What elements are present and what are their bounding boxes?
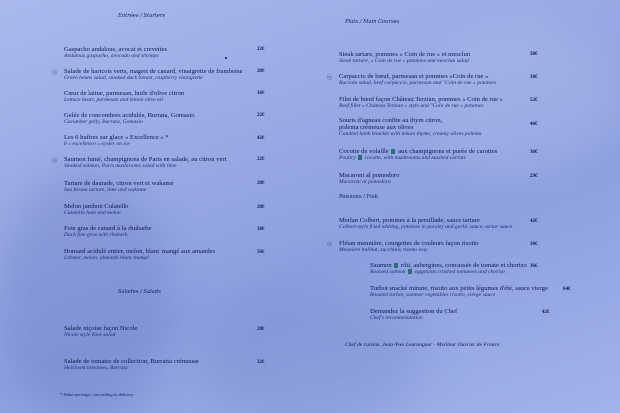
menu-item: Macaroni al pomodoro Macaroni al pomodoro xyxy=(339,172,400,185)
item-price: 38€ xyxy=(530,75,538,80)
redaction-mark xyxy=(394,263,398,268)
menu-item: Melon jambon Culatello Culatello ham and melon xyxy=(64,203,129,216)
badge-icon: ⓩ xyxy=(52,70,58,76)
menu-item: Salade niçoise façon Nicole Nicole style Nice salad xyxy=(64,325,138,338)
item-price: 28€ xyxy=(257,69,265,74)
menu-item: Cœur de laitue, parmesan, huile d'olive citron Lettuce heart, parmesan and lemon olive oil xyxy=(64,90,185,103)
mains-heading: Plats / Main Courses xyxy=(345,19,400,25)
menu-item: Saumon rôti, aubergines, concassée de tomate et chorizo Roasted salmon eggplants crushed tomatoes and chorizo xyxy=(370,262,527,275)
menu-item: Foie gras de canard à la rhubarbe Duck foie gras with rhubarb xyxy=(64,225,152,238)
item-price: 16€ xyxy=(257,91,265,96)
footnote: * Selon arrivage / according to delivery xyxy=(60,392,134,397)
menu-item: Demandez la suggestion du Chef Chef's recommendation xyxy=(370,308,458,321)
redaction-mark xyxy=(408,269,412,274)
item-price: 46€ xyxy=(530,122,538,127)
item-price: 28€ xyxy=(257,181,265,186)
menu-item: Salade de tomates de collection, Burratta crémeuse Heirloom tomatoes, Burrata xyxy=(64,358,199,371)
item-price: 38€ xyxy=(257,227,265,232)
badge-icon: ⓩ xyxy=(52,158,58,164)
item-price: 38€ xyxy=(530,52,538,57)
salads-heading: Salades / Salads xyxy=(118,289,161,295)
menu-item: Flétan meunière, courgettes de couleurs façon risotto Meunière halibut, zucchinis risotto way xyxy=(339,240,479,253)
item-price: 36€ xyxy=(530,242,538,247)
redaction-mark xyxy=(358,155,362,160)
redaction-mark xyxy=(391,149,395,154)
item-price: 42€ xyxy=(257,136,265,141)
item-price: 29€ xyxy=(530,174,538,179)
item-price: 22€ xyxy=(257,157,265,162)
menu-item: Salade de haricots verts, magret de canard, vinaigrette de framboise Green beans salad, smoked duck breast, raspberry vinaigrette xyxy=(64,68,243,81)
item-price: 28€ xyxy=(257,205,265,210)
item-price: 42€ xyxy=(530,219,538,224)
fish-heading: Poissons / Fish xyxy=(339,194,378,200)
badge-icon: ⓩ xyxy=(327,242,333,248)
item-price: 32€ xyxy=(257,360,265,365)
item-price: 22€ xyxy=(257,47,265,52)
menu-item: Turbot snacké minute, risotto aux petits légumes d'été, sauce vierge Roasted turbot, summer vegetables risotto, vierge sauce xyxy=(370,285,548,298)
menu-item: Steak tartare, pommes « Coin de rue » et mesclun Steak tartare, « Coin de rue » potatoes and mesclun salad xyxy=(339,51,471,64)
item-price: 42€ xyxy=(542,310,550,315)
menu-item: Saumon fumé, champignons de Paris en salade, au citron vert Smoked salmon, Paris mushrooms salad with lime xyxy=(64,156,227,169)
item-price: 64€ xyxy=(563,287,571,292)
menu-item: Cocotte de volaille aux champignons et purée de carottes Poultry cocotte, with mushrooms and mashed carrots xyxy=(339,148,498,161)
menu-item: Gaspacho andalous, avocat et crevettes Andalous gaspacho, avocado and shrimps xyxy=(64,46,168,59)
item-price: 56€ xyxy=(257,250,265,255)
menu-item: Filet de bœuf façon Château Terzian, pommes « Coin de rue » Beef fillet « Château Terzian » style and "Coin de rue » potatoes xyxy=(339,96,503,109)
item-price: 36€ xyxy=(530,150,538,155)
badge-icon: ⓩ xyxy=(327,75,333,81)
item-price: 28€ xyxy=(257,327,265,332)
starters-heading: Entrées / Starters xyxy=(118,13,166,19)
menu-item: Merlan Colbert, pommes à la persillade, sauce tartare Colbert-style fried whiting, potatoes in parsley and garlic sauce, tartar sauce xyxy=(339,217,513,230)
menu-item: Carpaccio de bœuf, parmesan et pommes «Coin de rue » Ruccola salad, beef carpaccio, parmesan and "Coin de rue » potatoes xyxy=(339,73,497,86)
item-price: 36€ xyxy=(530,264,538,269)
chef-signature: Chef de cuisine, Jean-Yves Leuranguer - Meilleur Ouvrier de France xyxy=(345,342,500,348)
menu-item: Homard acidulé entier, melon, blanc mangé aux amandes Lobster, melon, almonds blanc mangé xyxy=(64,248,216,261)
menu-item: Tartare de daurade, citron vert et wakamé Sea bream tartare, lime and wakame xyxy=(64,180,174,193)
menu-item: Les 6 huîtres sur glace « Excellence » * 6 « excellence » oyster on ice xyxy=(64,134,169,147)
menu-item: Gelée de concombres acidulée, Burrata, Gomasio Cucumber gelly, Burrata, Gomasio xyxy=(64,112,195,125)
menu-item: Souris d'agneau confite au thym citron, polenta crémeuse aux olives Candied lamb knuckle with lemon thyme, creamy olives polenta xyxy=(339,117,482,137)
item-price: 22€ xyxy=(257,113,265,118)
stray-dot xyxy=(225,57,227,59)
item-price: 52€ xyxy=(530,98,538,103)
